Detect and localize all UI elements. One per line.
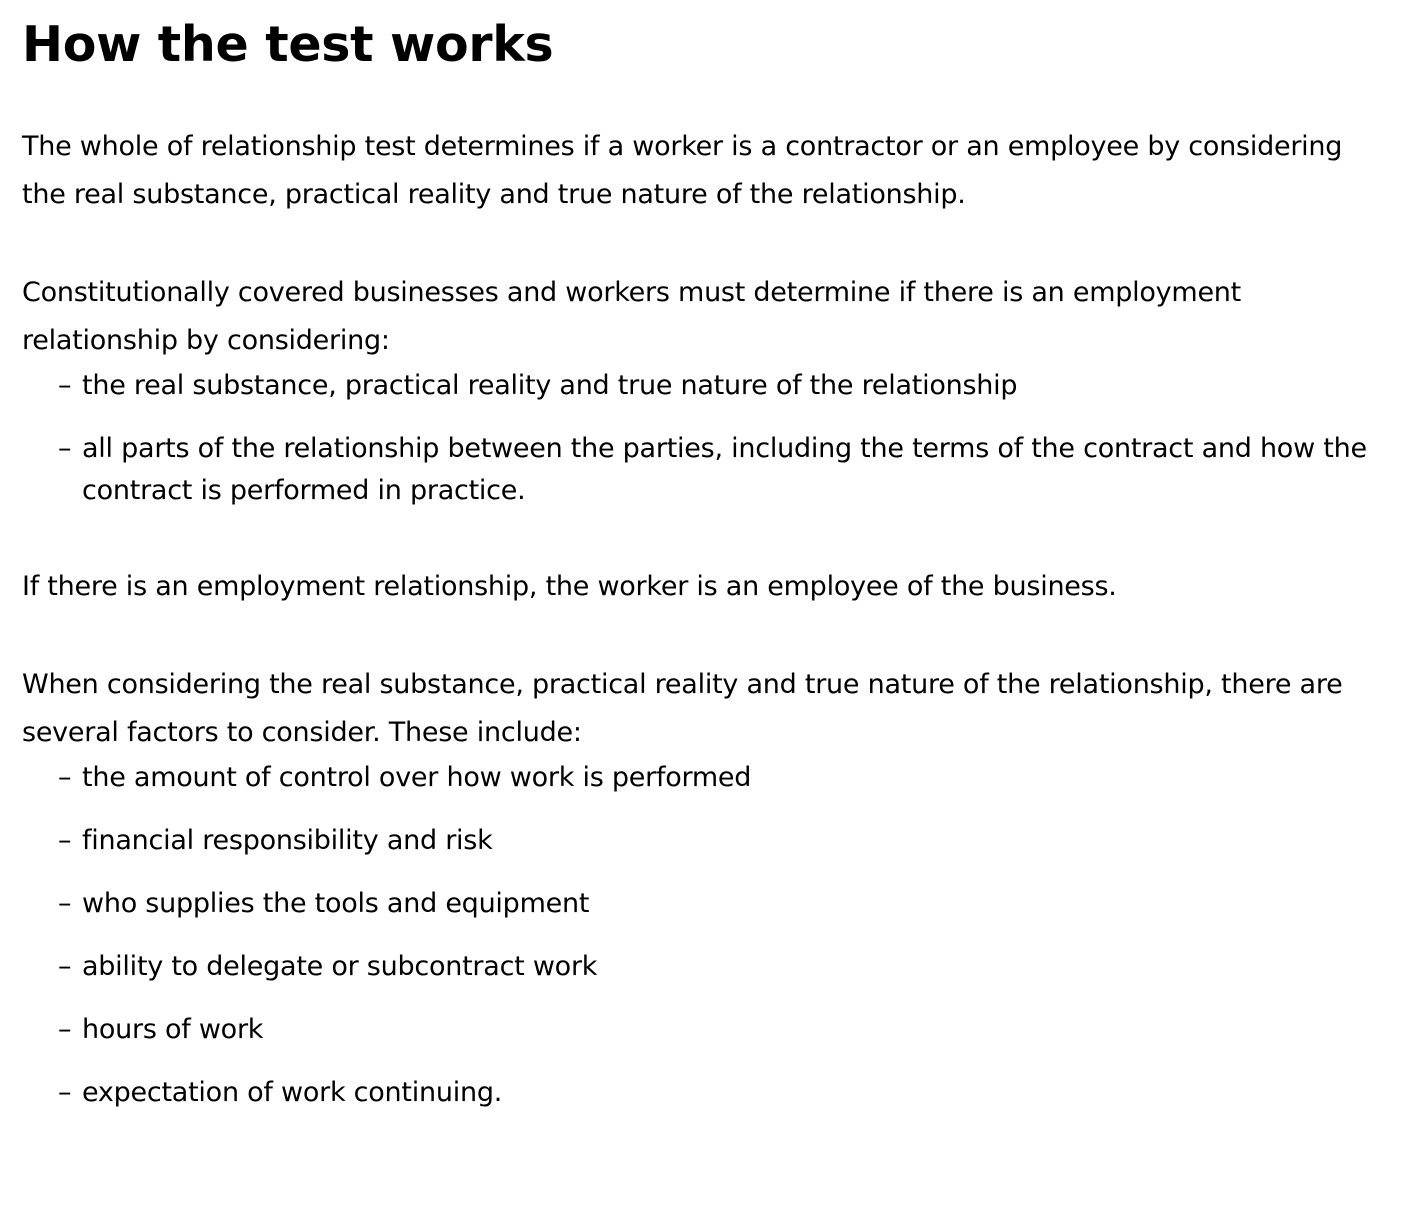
list-item <box>58 365 1392 407</box>
list-item <box>58 883 1392 925</box>
dash-marker: – <box>58 951 72 982</box>
employee-paragraph: If there is an employment relationship, the worker is an employee of the business. <box>22 571 1117 602</box>
dash-marker: – <box>58 888 72 919</box>
list-item <box>58 946 1392 988</box>
dash-marker: – <box>58 825 72 856</box>
dash-marker: – <box>58 1014 72 1045</box>
list-item <box>58 1072 1392 1114</box>
list-item-text: hours of work <box>82 1014 264 1045</box>
list-item <box>58 820 1392 862</box>
factors-intro-paragraph: When considering the real substance, practical reality and true nature of the relationship, there are several factors to consider. These include: <box>22 669 1343 748</box>
list-item-text: who supplies the tools and equipment <box>82 888 590 919</box>
dash-marker: – <box>58 1077 72 1108</box>
list-item <box>58 428 1392 512</box>
list-item <box>58 757 1392 799</box>
dash-marker: – <box>58 433 72 464</box>
list-item-text: financial responsibility and risk <box>82 825 493 856</box>
considerations-list <box>22 365 1392 512</box>
dash-marker: – <box>58 762 72 793</box>
page-title: How the test works <box>22 16 554 73</box>
list-item-text: the amount of control over how work is performed <box>82 762 752 793</box>
list-item-text: the real substance, practical reality and true nature of the relationship <box>82 370 1018 401</box>
list-item-text: all parts of the relationship between the parties, including the terms of the contract and how the contract is performed in practice. <box>82 433 1367 506</box>
dash-marker: – <box>58 370 72 401</box>
list-item <box>58 1009 1392 1051</box>
list-item-text: ability to delegate or subcontract work <box>82 951 598 982</box>
intro-paragraph: The whole of relationship test determines if a worker is a contractor or an employee by considering the real substance, practical reality and true nature of the relationship. <box>22 131 1343 210</box>
list-item-text: expectation of work continuing. <box>82 1077 503 1108</box>
covered-paragraph: Constitutionally covered businesses and workers must determine if there is an employment relationship by considering: <box>22 277 1241 356</box>
factors-list <box>22 757 1392 1114</box>
